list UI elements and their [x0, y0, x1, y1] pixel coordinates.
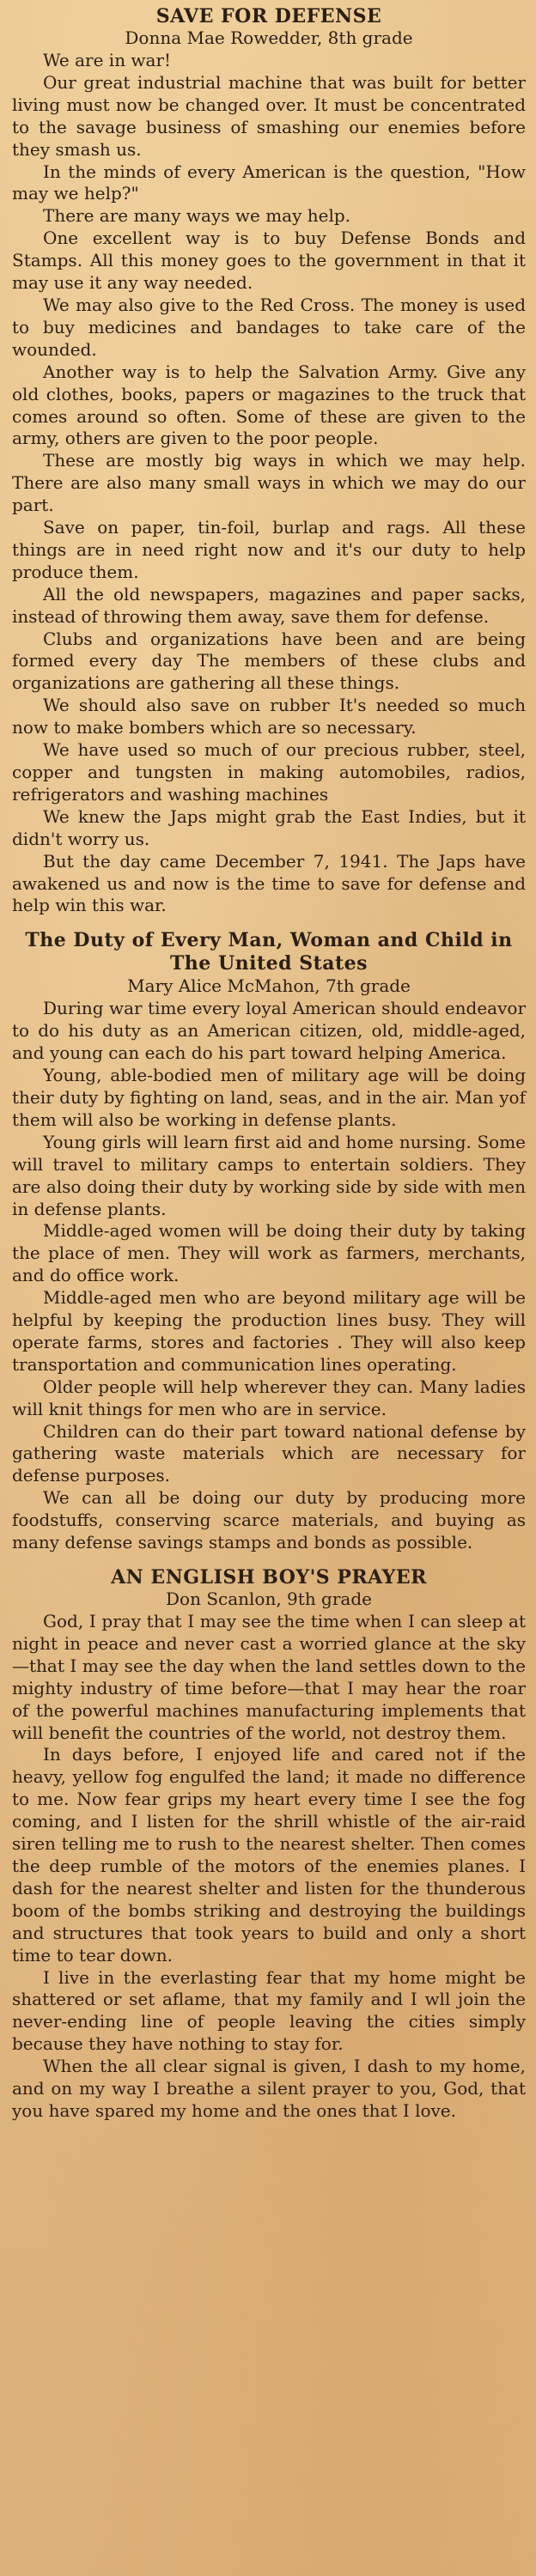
paragraph: One excellent way is to buy Defense Bonds and Stamps. All this money goes to the government in that it may use it any way needed. — [12, 228, 526, 294]
paragraph: We should also save on rubber It's needed so much now to make bombers which are so necessary. — [12, 695, 526, 738]
paragraph: Young girls will learn first aid and home nursing. Some will travel to military camps to entertain soldiers. They are also doing their duty by working side by side with men in defense plants. — [12, 1131, 526, 1219]
article-byline: Donna Mae Rowedder, 8th grade — [125, 27, 413, 48]
paragraph: There are many ways we may help. — [43, 205, 351, 227]
article-byline: Mary Alice McMahon, 7th grade — [127, 975, 411, 997]
paragraph: We may also give to the Red Cross. The money is used to buy medicines and bandages to take care of the wounded. — [12, 294, 526, 360]
article-save-for-defense — [12, 5, 526, 917]
paragraph: Middle-aged women will be doing their duty by taking the place of men. They will work as farmers, merchants, and do office work. — [12, 1220, 526, 1286]
paragraph: Young, able-bodied men of military age will be doing their duty by fighting on land, seas, and in the air. Man yof them will also be working in defense plants. — [12, 1065, 526, 1130]
paragraph: In the minds of every American is the question, "How may we help?" — [12, 161, 526, 204]
paragraph: We knew the Japs might grab the East Indies, but it didn't worry us. — [12, 805, 526, 849]
paragraph: These are mostly big ways in which we may help. There are also many small ways in which we may do our part. — [12, 450, 526, 516]
paragraph: When the all clear signal is given, I dash to my home, and on my way I breathe a silent prayer to you, God, that you have spared my home and the ones that I love. — [12, 2056, 526, 2121]
paragraph: Save on paper, tin-foil, burlap and rags. All these things are in need right now and it's our duty to help produce them. — [12, 517, 526, 582]
paragraph: All the old newspapers, magazines and paper sacks, instead of throwing them away, save them for defense. — [12, 583, 526, 627]
paragraph: Clubs and organizations have been and are being formed every day The members of these clubs and organizations are gathering all these things. — [12, 628, 526, 694]
paragraph: Older people will help wherever they can. Many ladies will knit things for men who are in service. — [12, 1376, 526, 1419]
paragraph: Our great industrial machine that was built for better living must now be changed over. It must be concentrated to the savage business of smashing our enemies before they smash us. — [12, 71, 526, 160]
article-byline: Don Scanlon, 9th grade — [166, 1589, 372, 1609]
paragraph: I live in the everlasting fear that my home might be shattered or set aflame, that my family and I wll join the never-ending line of people leaving the cities simply because they have nothing to stay for. — [12, 1966, 526, 2055]
article-separator — [12, 1554, 526, 1566]
paragraph: We have used so much of our precious rubber, steel, copper and tungsten in making automobiles, radios, refrigerators and washing machines — [12, 739, 526, 805]
paragraph: Middle-aged men who are beyond military age will be helpful by keeping the production lines busy. They will operate farms, stores and factories . They will also keep transportation and communication lines operating. — [12, 1287, 526, 1375]
article-title: The Duty of Every Man, Woman and Child in The United States — [25, 929, 513, 975]
paragraph: In days before, I enjoyed life and cared not if the heavy, yellow fog engulfed the land; it made no difference to me. Now fear grips my heart every time I see the fog coming, and I listen for the shrill whistle of the air-raid siren telling me to rush to the nearest shelter. Then comes the deep rumble of the motors of the enemies planes. I dash for the nearest shelter and listen for the thunderous boom of the bombs striking and destroying the buildings and structures that took years to build and only a short time to tear down. — [12, 1744, 526, 1965]
article-separator — [12, 917, 526, 929]
paragraph: Children can do their part toward national defense by gathering waste materials which are necessary for defense purposes. — [12, 1420, 526, 1486]
paragraph: But the day came December 7, 1941. The Japs have awakened us and now is the time to save for defense and help win this war. — [12, 850, 526, 916]
article-duty-of-every-man — [12, 929, 526, 1554]
paragraph: We are in war! — [43, 50, 172, 70]
article-english-boys-prayer — [12, 1566, 526, 2123]
article-title: AN ENGLISH BOY'S PRAYER — [111, 1566, 427, 1589]
article-title: SAVE FOR DEFENSE — [155, 5, 382, 27]
paragraph: During war time every loyal American should endeavor to do his duty as an American citizen, old, middle-aged, and young can each do his part toward helping America. — [12, 998, 526, 1064]
paragraph: We can all be doing our duty by producing more foodstuffs, conserving scarce materials, and buying as many defense savings stamps and bonds as possible. — [12, 1487, 526, 1553]
paragraph: Another way is to help the Salvation Army. Give any old clothes, books, papers or magazines to the truck that comes around so often. Some of these are given to the army, others are given to the poor people. — [12, 361, 526, 449]
paragraph: God, I pray that I may see the time when I can sleep at night in peace and never cast a worried glance at the sky—that I may see the day when the land settles down to the mighty industry of time before—that I may hear the roar of the powerful machines manufacturing implements that will benefit the countries of the world, not destroy them. — [12, 1611, 526, 1743]
